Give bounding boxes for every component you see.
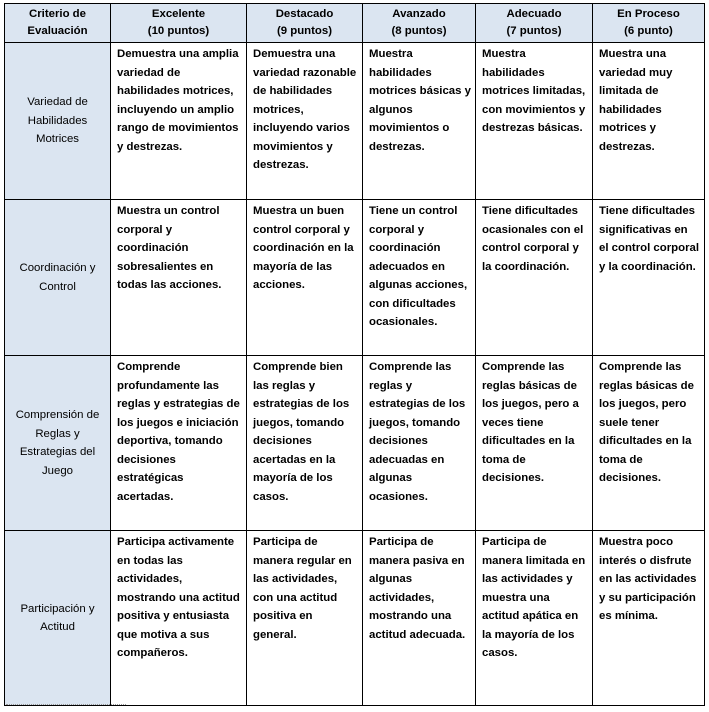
criterion-row-coordinacion xyxy=(5,200,705,356)
descriptor-cell: Comprende bien las reglas y estrategias de los juegos, tomando decisiones acertadas en la mayoría de los casos. xyxy=(247,356,363,531)
criterion-row-habilidades xyxy=(5,43,705,200)
descriptor-cell: Participa de manera pasiva en algunas actividades, mostrando una actitud adecuada. xyxy=(363,531,476,706)
level-points: (7 puntos) xyxy=(506,25,562,37)
level-points: (10 puntos) xyxy=(147,25,210,37)
level-points: (9 puntos) xyxy=(276,25,333,37)
criterion-label: Comprensión de Reglas y Estrategias del Juego xyxy=(5,356,111,531)
descriptor-cell: Comprende profundamente las reglas y estrategias de los juegos e iniciación deportiva, tomando decisiones estratégicas acertadas. xyxy=(111,356,247,531)
criterion-row-participacion xyxy=(5,531,705,706)
descriptor-cell: Demuestra una amplia variedad de habilidades motrices, incluyendo un amplio rango de movimientos y destrezas. xyxy=(111,43,247,200)
level-points: (8 puntos) xyxy=(391,25,447,37)
criterion-row-reglas xyxy=(5,356,705,531)
level-points: (6 punto) xyxy=(624,25,673,37)
descriptor-cell: Muestra un buen control corporal y coordinación en la mayoría de las acciones. xyxy=(247,200,363,356)
criterion-label: Coordinación y Control xyxy=(5,200,111,356)
header-level-adecuado xyxy=(476,4,593,43)
header-row xyxy=(5,4,705,43)
level-name: Avanzado xyxy=(392,8,446,20)
criterion-label: Participación y Actitud xyxy=(5,531,111,706)
descriptor-cell: Tiene dificultades ocasionales con el control corporal y la coordinación. xyxy=(476,200,593,356)
criterion-label: Variedad de Habilidades Motrices xyxy=(5,43,111,200)
header-level-en-proceso xyxy=(593,4,705,43)
descriptor-cell: Demuestra una variedad razonable de habilidades motrices, incluyendo varios movimientos y destrezas. xyxy=(247,43,363,200)
descriptor-cell: Tiene un control corporal y coordinación adecuados en algunas acciones, con dificultades ocasionales. xyxy=(363,200,476,356)
evaluation-rubric-table xyxy=(4,3,705,706)
level-name: Adecuado xyxy=(506,8,562,20)
descriptor-cell: Muestra poco interés o disfrute en las actividades y su participación es mínima. xyxy=(593,531,705,706)
cropped-text-remnant xyxy=(6,704,126,711)
descriptor-cell: Muestra una variedad muy limitada de habilidades motrices y destrezas. xyxy=(593,43,705,200)
descriptor-cell: Muestra habilidades motrices limitadas, con movimientos y destrezas básicas. xyxy=(476,43,593,200)
descriptor-cell: Participa de manera limitada en las actividades y muestra una actitud apática en la mayoría de los casos. xyxy=(476,531,593,706)
level-name: En Proceso xyxy=(617,8,680,20)
descriptor-cell: Muestra un control corporal y coordinación sobresalientes en todas las acciones. xyxy=(111,200,247,356)
descriptor-cell: Comprende las reglas y estrategias de los juegos, tomando decisiones adecuadas en algunas ocasiones. xyxy=(363,356,476,531)
level-name: Excelente xyxy=(151,8,206,20)
descriptor-cell: Participa de manera regular en las actividades, con una actitud positiva en general. xyxy=(247,531,363,706)
header-level-avanzado xyxy=(363,4,476,43)
header-level-destacado xyxy=(247,4,363,43)
descriptor-cell: Muestra habilidades motrices básicas y algunos movimientos o destrezas. xyxy=(363,43,476,200)
level-name: Destacado xyxy=(275,8,334,20)
header-criterion: Criterio de Evaluación xyxy=(5,4,111,43)
descriptor-cell: Participa activamente en todas las actividades, mostrando una actitud positiva y entusiasta que motiva a sus compañeros. xyxy=(111,531,247,706)
descriptor-cell: Tiene dificultades significativas en el control corporal y la coordinación. xyxy=(593,200,705,356)
descriptor-cell: Comprende las reglas básicas de los juegos, pero a veces tiene dificultades en la toma de decisiones. xyxy=(476,356,593,531)
descriptor-cell: Comprende las reglas básicas de los juegos, pero suele tener dificultades en la toma de decisiones. xyxy=(593,356,705,531)
header-level-excelente xyxy=(111,4,247,43)
